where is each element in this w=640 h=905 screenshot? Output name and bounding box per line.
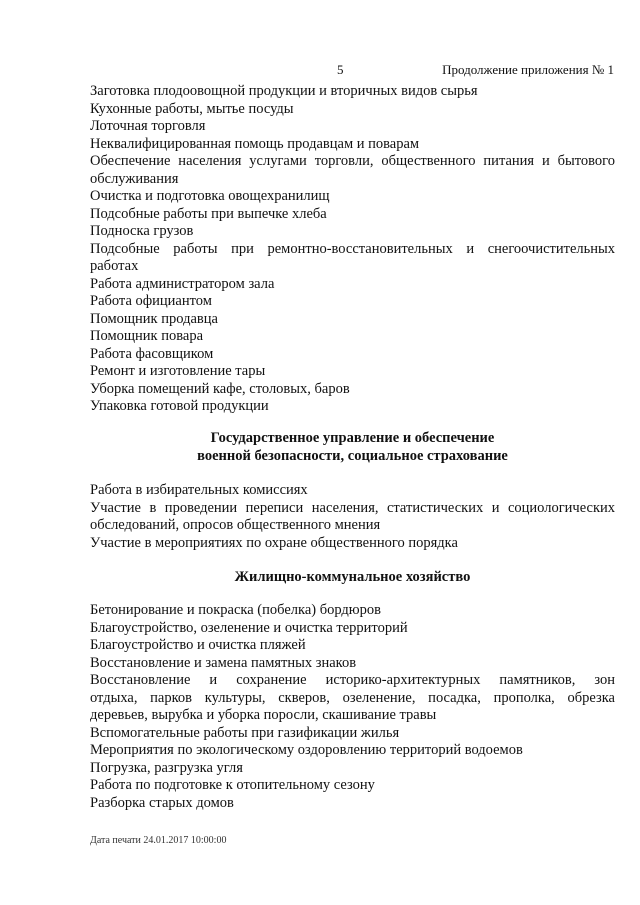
section-title-line: военной безопасности, социальное страхование (197, 447, 508, 464)
list-item: Работа в избирательных комиссиях (90, 482, 308, 498)
list-item: Мероприятия по экологическому оздоровлению территорий водоемов (90, 742, 523, 758)
list-item: Благоустройство, озеленение и очистка территорий (90, 619, 408, 636)
list-item: Кухонные работы, мытье посуды (90, 100, 294, 117)
list-item: Неквалифицированная помощь продавцам и поварам (90, 135, 420, 152)
list-item: Погрузка, разгрузка угля (90, 759, 243, 776)
list-item: Работа по подготовке к отопительному сезону (90, 777, 375, 793)
list-item: Помощник повара (90, 328, 204, 344)
list-item: Лоточная торговля (90, 118, 206, 134)
page-number: 5 (337, 62, 344, 77)
appendix-continuation-note: Продолжение приложения № 1 (442, 62, 614, 77)
list-item: Благоустройство и очистка пляжей (90, 637, 306, 653)
section-title-housing: Жилищно-коммунальное хозяйство (234, 569, 471, 585)
list-item-continuation: деревьев, вырубка и уборка поросли, скашивание травы (90, 707, 437, 723)
list-item: Восстановление и замена памятных знаков (90, 654, 357, 671)
work-list-government (90, 482, 615, 552)
work-list-trade (90, 83, 615, 416)
list-item: Восстановление и сохранение историко-архитектурных памятников, зон (90, 672, 615, 688)
list-item: Работа фасовщиком (90, 345, 214, 362)
list-item-continuation: обслуживания (90, 170, 179, 187)
work-list-housing (90, 602, 615, 812)
list-item-continuation: отдыха, парков культуры, скверов, озеленение, посадка, прополка, обрезка (90, 689, 615, 706)
list-item: Участие в проведении переписи населения, статистических и социологических (90, 499, 615, 516)
list-item: Разборка старых домов (90, 794, 234, 811)
list-item: Обеспечение населения услугами торговли, общественного питания и бытового (90, 153, 615, 169)
list-item: Упаковка готовой продукции (90, 398, 269, 414)
list-item: Заготовка плодоовощной продукции и вторичных видов сырья (90, 83, 478, 99)
list-item: Очистка и подготовка овощехранилищ (90, 188, 330, 204)
list-item: Ремонт и изготовление тары (90, 363, 266, 379)
list-item: Работа администратором зала (90, 275, 275, 292)
list-item-continuation: обследований, опросов общественного мнения (90, 517, 381, 533)
list-item: Бетонирование и покраска (побелка) бордюров (90, 602, 381, 618)
list-item: Работа официантом (90, 293, 212, 309)
list-item: Участие в мероприятиях по охране общественного порядка (90, 534, 458, 551)
list-item: Вспомогательные работы при газификации жилья (90, 724, 400, 741)
list-item: Подноска грузов (90, 223, 194, 239)
list-item: Подсобные работы при ремонтно-восстановительных и снегоочистительных (90, 240, 615, 257)
list-item: Подсобные работы при выпечке хлеба (90, 205, 327, 222)
section-title-government (90, 430, 615, 465)
list-item: Помощник продавца (90, 310, 218, 327)
list-item-continuation: работах (90, 258, 139, 274)
section-title-line: Государственное управление и обеспечение (210, 430, 495, 446)
list-item: Уборка помещений кафе, столовых, баров (90, 380, 350, 397)
print-date: Дата печати 24.01.2017 10:00:00 (90, 835, 227, 846)
